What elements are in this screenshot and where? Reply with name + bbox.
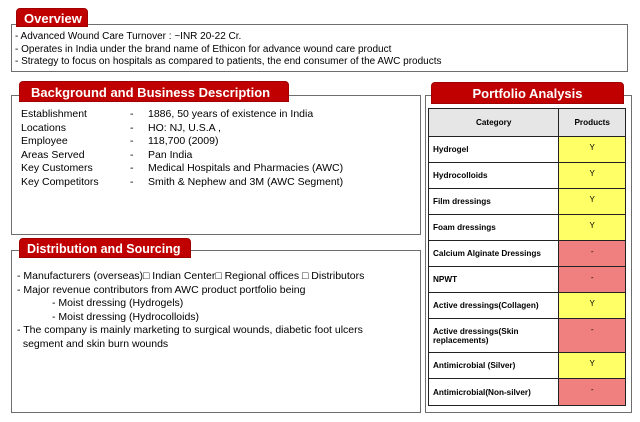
detail-value: Medical Hospitals and Pharmacies (AWC) <box>148 162 344 175</box>
table-row <box>429 293 626 319</box>
detail-dash: - <box>130 162 134 175</box>
category-cell: Antimicrobial(Non-silver) <box>429 379 559 406</box>
table-row <box>429 137 626 163</box>
overview-bullet: - Strategy to focus on hospitals as compared to patients, the end consumer of the AWC products <box>15 56 442 67</box>
overview-bullet: - Advanced Wound Care Turnover : ~INR 20-22 Cr. <box>15 31 242 42</box>
detail-key: Locations <box>21 121 66 134</box>
products-cell: Y <box>559 163 626 189</box>
detail-row <box>21 135 416 149</box>
table-header-row <box>429 109 626 137</box>
detail-dash: - <box>130 108 134 120</box>
distribution-sub-bullet: - Moist dressing (Hydrocolloids) <box>52 310 200 323</box>
category-cell: NPWT <box>429 267 559 293</box>
products-cell: - <box>559 319 626 353</box>
detail-value: Smith & Nephew and 3M (AWC Segment) <box>148 175 344 188</box>
column-header-products: Products <box>559 109 626 137</box>
table-row <box>429 189 626 215</box>
detail-row <box>21 108 416 122</box>
products-cell: Y <box>559 293 626 319</box>
background-details <box>21 108 416 190</box>
distribution-bullets <box>17 270 364 351</box>
table-row <box>429 379 626 406</box>
distribution-title: Distribution and Sourcing <box>19 238 191 258</box>
detail-key: Establishment <box>21 108 87 120</box>
detail-dash: - <box>130 121 134 134</box>
detail-key: Key Customers <box>21 162 93 175</box>
detail-key: Areas Served <box>21 148 85 161</box>
products-cell: Y <box>559 137 626 163</box>
detail-key: Employee <box>21 135 68 148</box>
category-cell: Film dressings <box>429 189 559 215</box>
category-cell: Active dressings(Collagen) <box>429 293 559 319</box>
products-cell: - <box>559 241 626 267</box>
portfolio-table <box>428 108 626 406</box>
table-row <box>429 215 626 241</box>
products-cell: Y <box>559 353 626 379</box>
table-row <box>429 319 626 353</box>
table-row <box>429 163 626 189</box>
category-cell: Calcium Alginate Dressings <box>429 241 559 267</box>
products-cell: - <box>559 267 626 293</box>
detail-row <box>21 162 416 176</box>
portfolio-title: Portfolio Analysis <box>431 82 624 104</box>
distribution-bullet: - Manufacturers (overseas)□ Indian Center□ Regional offices □ Distributors <box>17 270 365 282</box>
category-cell: Antimicrobial (Silver) <box>429 353 559 379</box>
table-row <box>429 241 626 267</box>
category-cell: Active dressings(Skin replacements) <box>429 319 559 353</box>
detail-value: 1886, 50 years of existence in India <box>148 108 314 120</box>
overview-title: Overview <box>16 8 88 27</box>
detail-dash: - <box>130 135 134 148</box>
background-title: Background and Business Description <box>19 81 289 102</box>
table-row <box>429 267 626 293</box>
detail-key: Key Competitors <box>21 175 99 188</box>
detail-value: HO: NJ, U.S.A , <box>148 121 221 134</box>
products-cell: - <box>559 379 626 406</box>
distribution-bullet-continued: segment and skin burn wounds <box>17 337 169 350</box>
overview-bullets <box>15 31 442 69</box>
category-cell: Hydrogel <box>429 137 559 163</box>
detail-row <box>21 149 416 163</box>
detail-dash: - <box>130 148 134 161</box>
table-row <box>429 353 626 379</box>
category-cell: Foam dressings <box>429 215 559 241</box>
distribution-bullet: - Major revenue contributors from AWC product portfolio being <box>17 283 306 296</box>
detail-row <box>21 176 416 190</box>
detail-dash: - <box>130 175 134 188</box>
detail-row <box>21 122 416 136</box>
distribution-sub-bullet: - Moist dressing (Hydrogels) <box>52 297 184 309</box>
products-cell: Y <box>559 189 626 215</box>
overview-bullet: - Operates in India under the brand name of Ethicon for advance wound care product <box>15 43 392 55</box>
category-cell: Hydrocolloids <box>429 163 559 189</box>
distribution-bullet: - The company is mainly marketing to surgical wounds, diabetic foot ulcers <box>17 324 363 336</box>
column-header-category: Category <box>429 109 559 137</box>
detail-value: 118,700 (2009) <box>148 135 219 148</box>
detail-value: Pan India <box>148 148 193 161</box>
products-cell: Y <box>559 215 626 241</box>
